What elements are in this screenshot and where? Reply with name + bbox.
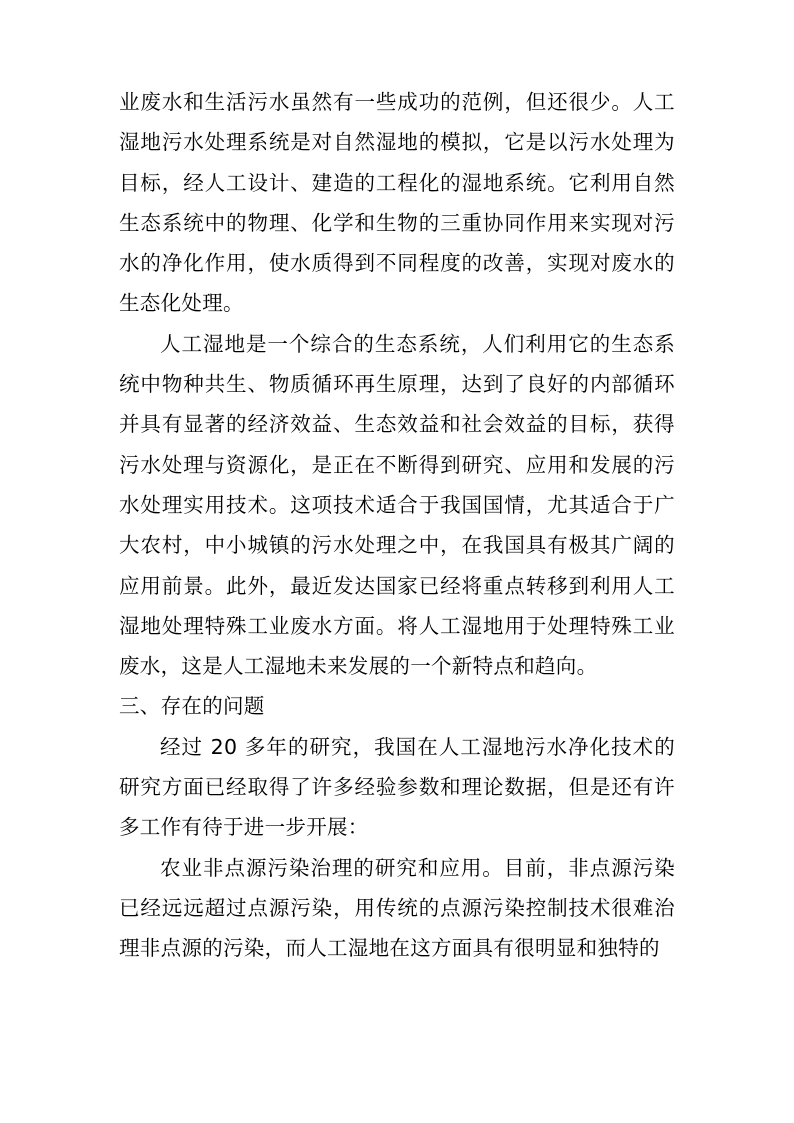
paragraph-constructed-wetland-ecosystem: 人工湿地是一个综合的生态系统，人们利用它的生态系统中物种共生、物质循环再生原理，达到了良好的内部循环并具有显著的经济效益、生态效益和社会效益的目标，获得污水处理与资源化，是正在不断得到研究、应用和发展的污水处理实用技术。这项技术适合于我国国情，尤其适合于广大农村，中小城镇的污水处理之中，在我国具有极其广阔的应用前景。此外，最近发达国家已经将重点转移到利用人工湿地处理特殊工业废水方面。将人工湿地用于处理特殊工业废水，这是人工湿地未来发展的一个新特点和趋向。 xyxy=(119,331,675,679)
paragraph-continuation: 业废水和生活污水虽然有一些成功的范例，但还很少。人工湿地污水处理系统是对自然湿地的模拟，它是以污水处理为目标，经人工设计、建造的工程化的湿地系统。它利用自然生态系统中的物理、化学和生物的三重协同作用来实现对污水的净化作用，使水质得到不同程度的改善，实现对废水的生态化处理。 xyxy=(119,90,675,316)
paragraph-research-progress: 经过 20 多年的研究，我国在人工湿地污水净化技术的研究方面已经取得了许多经验参数和理论数据，但是还有许多工作有待于进一步开展： xyxy=(119,734,675,840)
section-heading-existing-problems: 三、存在的问题 xyxy=(119,694,265,719)
document-body xyxy=(119,82,675,969)
paragraph-nonpoint-source-pollution: 农业非点源污染治理的研究和应用。目前，非点源污染已经远远超过点源污染，用传统的点源污染控制技术很难治理非点源的污染，而人工湿地在这方面具有很明显和独特的 xyxy=(119,855,675,961)
